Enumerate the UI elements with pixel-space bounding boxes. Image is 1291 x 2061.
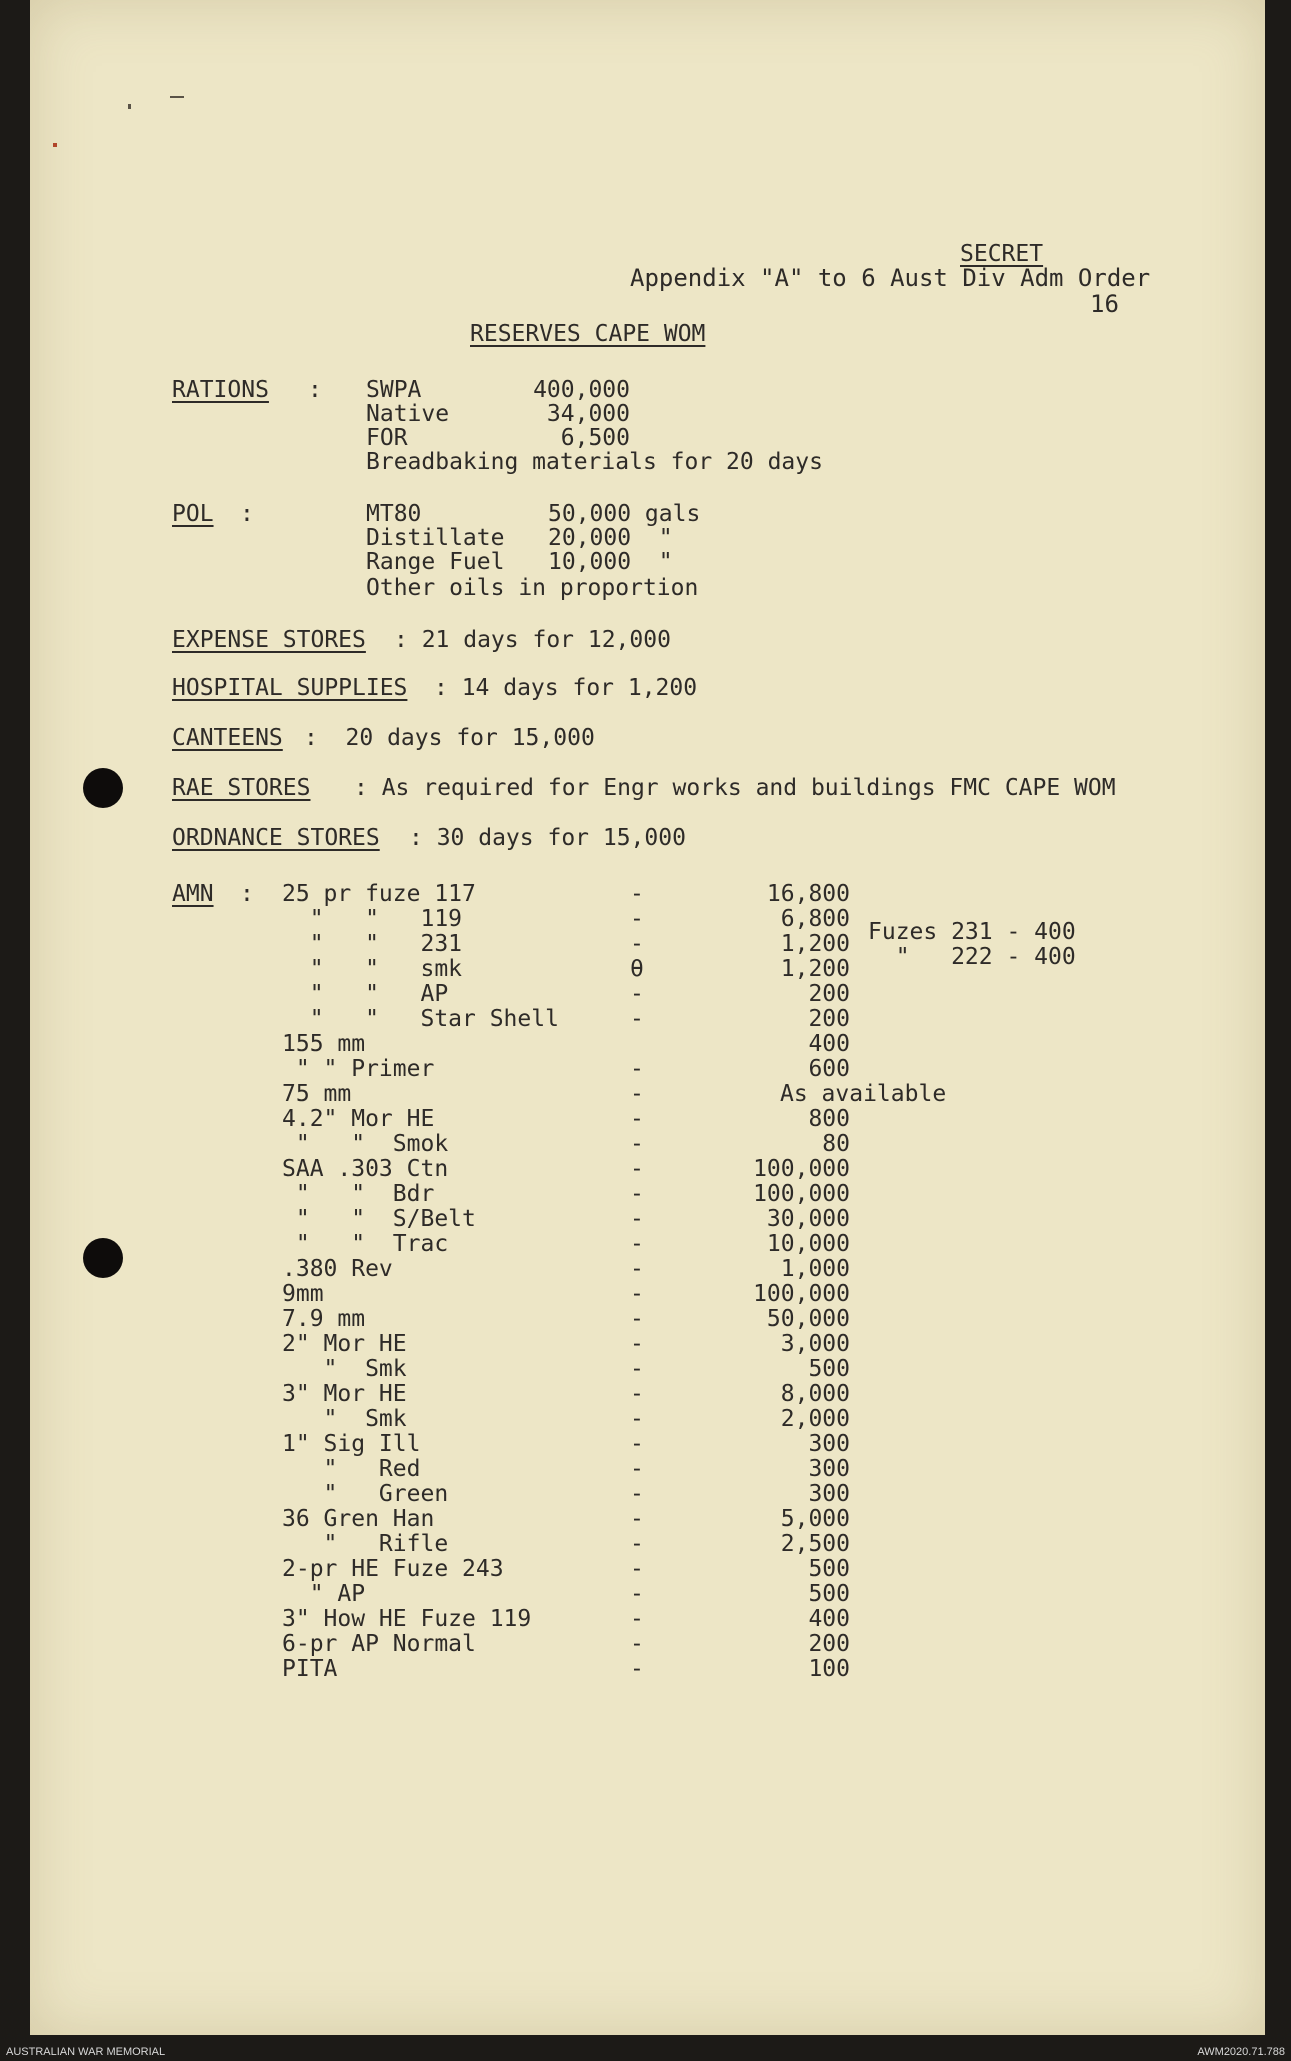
fuzes-note: " 222 - 400	[868, 944, 1076, 970]
amn-item: " Green	[282, 1481, 449, 1507]
amn-qty: 16,800	[766, 881, 850, 907]
amn-qty: 2,500	[780, 1531, 850, 1557]
amn-item: 36 Gren Han	[282, 1506, 435, 1532]
amn-item: 25 pr fuze 117	[282, 881, 476, 907]
amn-item: " AP	[282, 1581, 366, 1607]
amn-qty: 500	[808, 1556, 850, 1582]
amn-dash: -	[630, 1656, 644, 1682]
document-page	[30, 0, 1265, 2035]
amn-dash: -	[630, 1206, 644, 1232]
amn-dash: -	[630, 1281, 644, 1307]
amn-item: 7.9 mm	[282, 1306, 366, 1332]
amn-qty: 1,200	[780, 931, 850, 957]
amn-dash: -	[630, 1581, 644, 1607]
amn-dash: -	[630, 1256, 644, 1282]
pol-item: Range Fuel	[366, 549, 505, 575]
document-title: RESERVES CAPE WOM	[470, 321, 706, 347]
amn-item: SAA .303 Ctn	[282, 1156, 449, 1182]
rations-qty: 6,500	[560, 425, 630, 451]
amn-dash: -	[630, 1456, 644, 1482]
pol-separator: :	[240, 501, 254, 527]
amn-qty: 2,000	[780, 1406, 850, 1432]
amn-qty: 200	[808, 1006, 850, 1032]
amn-dash: -	[630, 1356, 644, 1382]
amn-item: " Smk	[282, 1356, 407, 1382]
amn-qty: 800	[808, 1106, 850, 1132]
footer-credit: AUSTRALIAN WAR MEMORIAL	[6, 2046, 166, 2058]
amn-item: .380 Rev	[282, 1256, 393, 1282]
amn-qty: 1,000	[780, 1256, 850, 1282]
stores-label: CANTEENS	[172, 725, 283, 751]
amn-dash: -	[630, 1506, 644, 1532]
amn-item: 3" How HE Fuze 119	[282, 1606, 532, 1632]
amn-qty: 100,000	[753, 1181, 850, 1207]
amn-item: " Red	[282, 1456, 421, 1482]
amn-item: " Smk	[282, 1406, 407, 1432]
stores-detail: : As required for Engr works and buildings FMC CAPE WOM	[354, 775, 1116, 801]
pol-qty: 20,000 "	[548, 525, 673, 551]
rations-label: RATIONS	[172, 377, 269, 403]
amn-dash: -	[630, 1481, 644, 1507]
amn-dash: -	[630, 881, 644, 907]
amn-item: " " Star Shell	[282, 1006, 559, 1032]
amn-item: 155 mm	[282, 1031, 366, 1057]
amn-qty: 300	[808, 1431, 850, 1457]
amn-qty: 6,800	[780, 906, 850, 932]
amn-item: " " 119	[282, 906, 463, 932]
amn-qty: 500	[808, 1356, 850, 1382]
amn-qty: 30,000	[766, 1206, 850, 1232]
amn-item: 3" Mor HE	[282, 1381, 407, 1407]
amn-item: " Rifle	[282, 1531, 449, 1557]
amn-qty: 300	[808, 1456, 850, 1482]
amn-qty: 400	[808, 1606, 850, 1632]
amn-qty: 300	[808, 1481, 850, 1507]
rations-qty: 400,000	[533, 377, 630, 403]
stores-detail: : 30 days for 15,000	[409, 825, 686, 851]
amn-qty: 100,000	[753, 1156, 850, 1182]
rations-note: Breadbaking materials for 20 days	[366, 449, 823, 475]
paper-mark	[170, 96, 184, 98]
amn-dash: -	[630, 1006, 644, 1032]
amn-dash: -	[630, 1606, 644, 1632]
punch-hole	[83, 768, 123, 808]
pol-qty: 10,000 "	[548, 549, 673, 575]
amn-label: AMN	[172, 881, 214, 907]
amn-qty: 3,000	[780, 1331, 850, 1357]
amn-item: 2-pr HE Fuze 243	[282, 1556, 504, 1582]
fuzes-note: Fuzes 231 - 400	[868, 919, 1076, 945]
amn-item: " " Primer	[282, 1056, 435, 1082]
amn-item: 75 mm	[282, 1081, 352, 1107]
rations-item: Native	[366, 401, 450, 427]
amn-item: " " Trac	[282, 1231, 449, 1257]
amn-qty: 80	[822, 1131, 850, 1157]
amn-item: " " Bdr	[282, 1181, 435, 1207]
amn-qty: 200	[808, 1631, 850, 1657]
amn-item: 6-pr AP Normal	[282, 1631, 476, 1657]
amn-dash: -	[630, 1181, 644, 1207]
appendix-reference: Appendix "A" to 6 Aust Div Adm Order	[630, 264, 1151, 292]
amn-qty: 50,000	[766, 1306, 850, 1332]
paper-mark	[53, 143, 57, 147]
amn-dash: -	[630, 1631, 644, 1657]
rations-qty: 34,000	[546, 401, 630, 427]
stores-label: ORDNANCE STORES	[172, 825, 380, 851]
amn-item: " " S/Belt	[282, 1206, 476, 1232]
amn-dash: -	[630, 1306, 644, 1332]
amn-qty: 100,000	[753, 1281, 850, 1307]
amn-dash: θ	[630, 956, 644, 982]
amn-dash: -	[630, 1231, 644, 1257]
stores-detail: : 20 days for 15,000	[304, 725, 595, 751]
pol-item: Distillate	[366, 525, 505, 551]
rations-item: FOR	[366, 425, 408, 451]
amn-qty: 5,000	[780, 1506, 850, 1532]
amn-item: " " AP	[282, 981, 449, 1007]
amn-item: 1" Sig Ill	[282, 1431, 421, 1457]
amn-qty: 200	[808, 981, 850, 1007]
rations-item: SWPA	[366, 377, 422, 403]
amn-separator: :	[240, 881, 254, 907]
amn-item: 9mm	[282, 1281, 324, 1307]
footer-accession: AWM2020.71.788	[1197, 2046, 1285, 2058]
amn-dash: -	[630, 1556, 644, 1582]
amn-item: " " smk	[282, 956, 463, 982]
amn-qty: 400	[808, 1031, 850, 1057]
pol-label: POL	[172, 501, 214, 527]
amn-item: " " Smok	[282, 1131, 449, 1157]
stores-label: RAE STORES	[172, 775, 311, 801]
amn-item: " " 231	[282, 931, 463, 957]
amn-item: PITA	[282, 1656, 338, 1682]
amn-dash: -	[630, 1156, 644, 1182]
amn-dash: -	[630, 981, 644, 1007]
amn-qty: As available	[780, 1081, 947, 1107]
stores-detail: : 14 days for 1,200	[434, 675, 698, 701]
classification-marking: SECRET	[960, 241, 1044, 267]
amn-dash: -	[630, 1081, 644, 1107]
pol-qty: 50,000 gals	[548, 501, 701, 527]
amn-dash: -	[630, 1056, 644, 1082]
pol-note: Other oils in proportion	[366, 575, 699, 601]
amn-dash: -	[630, 906, 644, 932]
amn-qty: 600	[808, 1056, 850, 1082]
amn-dash: -	[630, 1106, 644, 1132]
amn-qty: 100	[808, 1656, 850, 1682]
amn-item: 4.2" Mor HE	[282, 1106, 435, 1132]
amn-qty: 8,000	[780, 1381, 850, 1407]
amn-dash: -	[630, 1531, 644, 1557]
pol-item: MT80	[366, 501, 422, 527]
amn-qty: 500	[808, 1581, 850, 1607]
order-number: 16	[1090, 290, 1119, 318]
amn-dash: -	[630, 1381, 644, 1407]
amn-dash: -	[630, 1431, 644, 1457]
amn-dash: -	[630, 1131, 644, 1157]
amn-qty: 1,200	[780, 956, 850, 982]
amn-dash: -	[630, 1331, 644, 1357]
stores-label: EXPENSE STORES	[172, 627, 366, 653]
amn-dash: -	[630, 931, 644, 957]
rations-separator: :	[308, 377, 322, 403]
paper-mark	[128, 104, 131, 109]
stores-label: HOSPITAL SUPPLIES	[172, 675, 408, 701]
punch-hole	[83, 1238, 123, 1278]
amn-dash: -	[630, 1406, 644, 1432]
amn-qty: 10,000	[766, 1231, 850, 1257]
amn-item: 2" Mor HE	[282, 1331, 407, 1357]
stores-detail: : 21 days for 12,000	[394, 627, 671, 653]
